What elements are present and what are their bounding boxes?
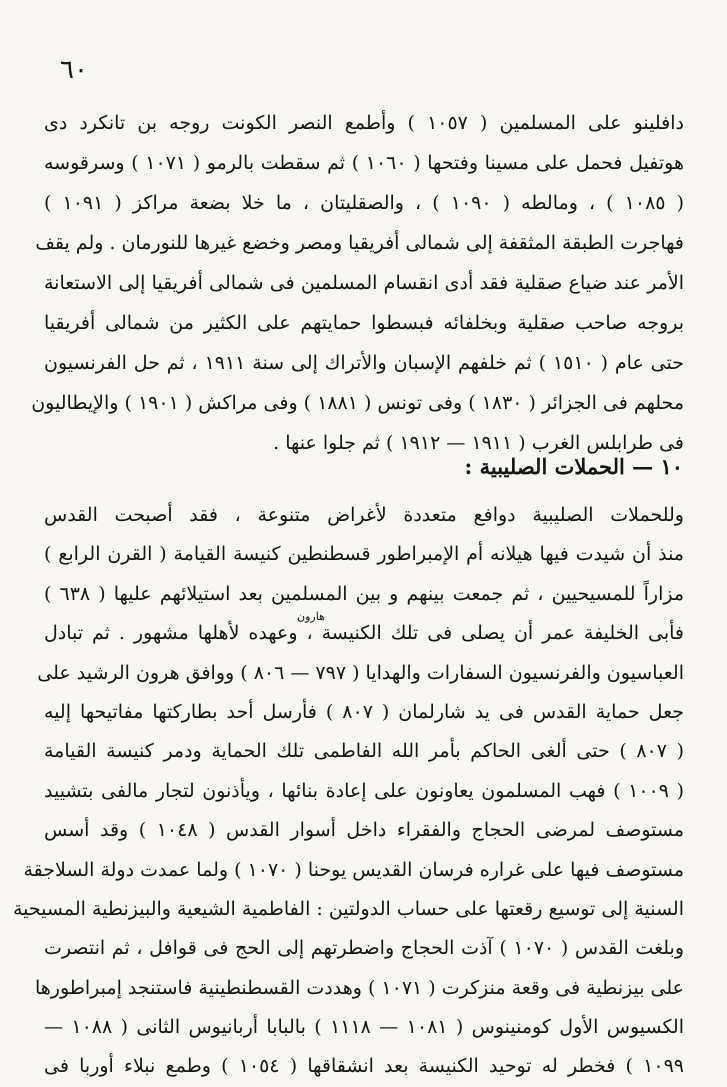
text-line: منذ أن شيدت فيها هيلانه أم الإمبراطور قسطنطين كنيسة القيامة ( القرن الرابع ) <box>44 543 684 566</box>
section-heading: ١٠ — الحملات الصليبية : <box>464 454 683 479</box>
text-line: وللحملات الصليبية دوافع متعددة لأغراض متنوعة ، فقد أصبحت القدس <box>44 504 684 526</box>
text-line: فهاجرت الطبقة المثقفة إلى شمالى أفريقيا ومصر وخضع غيرها للنورمان . ولم يقف <box>35 232 684 254</box>
text-line: جعل حماية القدس فى يد شارلمان ( ٨٠٧ ) فأرسل أحد بطاركتها مفاتيحها إليه <box>44 700 684 723</box>
text-line: وبلغت القدس ( ١٠٧٠ ) آذت الحجاج واضطرتهم إلى الحج فى قوافل ، ثم انتصرت <box>44 937 684 960</box>
text-line: على بيزنطية فى وقعة منزكرت ( ١٠٧١ ) وهددت القسطنطينية فاستنجد إمبراطورها <box>34 976 684 999</box>
page-number: ٦٠ <box>60 55 88 85</box>
text-line: مستوصف لمرضى الحجاج والفقراء داخل أسوار القدس ( ١٠٤٨ ) وقد أسس <box>44 819 684 842</box>
text-line: مزاراً للمسيحيين ، ثم جمعت بينهم و بين المسلمين بعد استيلائهم عليها ( ٦٣٨ ) <box>44 582 685 605</box>
text-line: هوتفيل فحمل على مسينا وفتحها ( ١٠٦٠ ) ثم سقطت بالرمو ( ١٠٧١ ) وسرقوسه <box>44 152 684 174</box>
text-line: السنية إلى توسيع رقعتها على حساب الدولتين : الفاطمية الشيعية والبيزنطية المسيحية <box>13 897 684 920</box>
paragraph-2 <box>13 496 685 1087</box>
text-line: ( ٨٠٧ ) حتى ألغى الحاكم بأمر الله الفاطمى تلك الحماية ودمر كنيسة القيامة <box>44 740 684 763</box>
text-line: بروجه صاحب صقلية وبخلفائه فبسطوا حمايتهم على الكثير من شمالى أفريقيا <box>44 312 684 334</box>
text-line: ( ١٠٨٥ ) ، ومالطه ( ١٠٩٠ ) ، والصقليتان ، ما خلا بضعة مراكز ( ١٠٩١ ) <box>44 192 684 214</box>
text-line: الأمر عند ضياع صقلية فقد أدى انقسام المسلمين فى شمالى أفريقيا إلى الاستعانة <box>44 272 684 294</box>
text-line: مستوصف فيها على غراره فرسان القديس يوحنا ( ١٠٧٠ ) ولما عمدت دولة السلاجقة <box>23 858 684 881</box>
text-line: ١٠٩٩ ) فخطر له توحيد الكنيسة بعد انشقاقها ( ١٠٥٤ ) وطمع نبلاء أوربا فى <box>44 1055 684 1078</box>
text-line: فى طرابلس الغرب ( ١٩١١ — ١٩١٢ ) ثم جلوا عنها . <box>273 432 684 454</box>
paragraph-1 <box>31 103 684 463</box>
text-line: الكسيوس الأول كومنينوس ( ١٠٨١ — ١١١٨ ) بالبابا أربانيوس الثانى ( ١٠٨٨ — <box>44 1016 685 1039</box>
text-line: محلهم فى الجزائر ( ١٨٣٠ ) وفى تونس ( ١٨٨١ ) وفى مراكش ( ١٩٠١ ) والإيطاليون <box>31 392 684 414</box>
text-line: العباسيون والفرنسيون السفارات والهدايا ( ٧٩٧ — ٨٠٦ ) ووافق هرون الرشيد على <box>37 661 684 684</box>
text-line: فأبى الخليفة عمر أن يصلى فى تلك الكنيسة ، وعهده لأهلها مشهور . ثم تبادل <box>44 622 684 645</box>
text-line: حتى عام ( ١٥١٠ ) ثم خلفهم الإسبان والأتراك إلى سنة ١٩١١ ، ثم حل الفرنسيون <box>44 352 684 374</box>
margin-annotation: هارون <box>297 610 325 623</box>
text-line: ( ١٠٠٩ ) فهب المسلمون يعاونون على إعادة بنائها ، ويأذنون لتجار مالفى بتشييد <box>44 779 685 802</box>
text-line: دافلينو على المسلمين ( ١٠٥٧ ) وأطمع النصر الكونت روجه بن تانكرد دى <box>44 112 684 134</box>
